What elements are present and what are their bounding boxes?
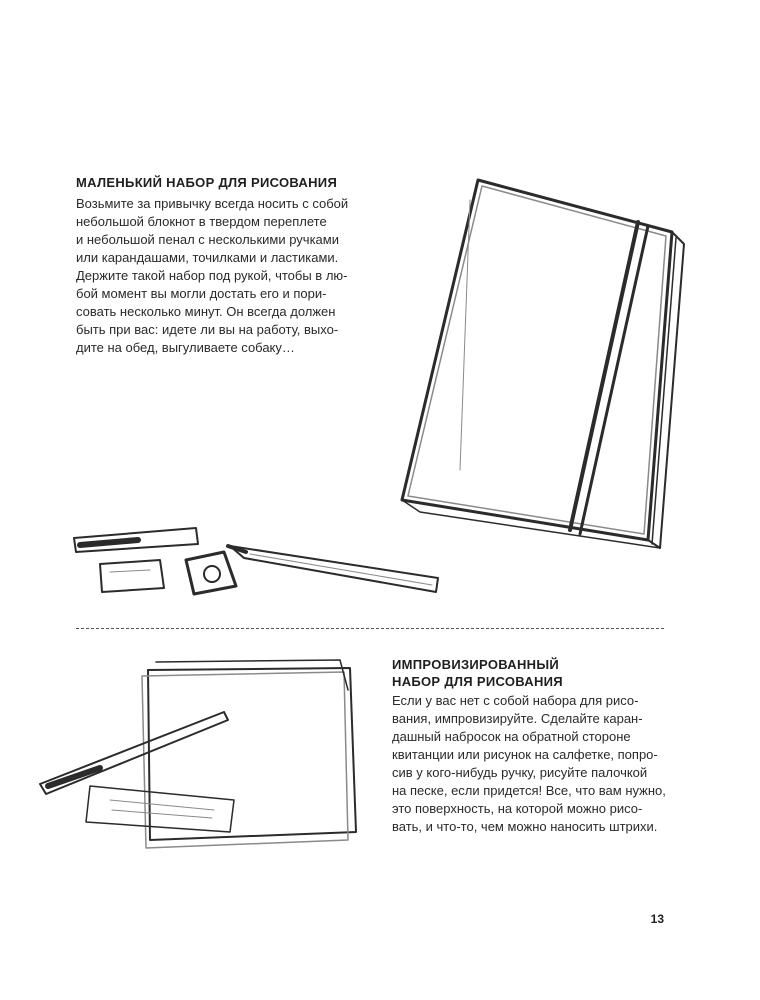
body-line: Возьмите за привычку всегда носить с собой bbox=[76, 196, 349, 211]
body-line: вать, и что-то, чем можно наносить штрихи. bbox=[392, 819, 658, 834]
body-line: бой момент вы могли достать его и пори- bbox=[76, 286, 327, 301]
page-number: 13 bbox=[650, 912, 664, 926]
tape-sketch bbox=[86, 786, 234, 832]
notebook-sketch bbox=[402, 180, 684, 548]
body-line: и небольшой пенал с несколькими ручками bbox=[76, 232, 339, 247]
pencil-sketch bbox=[228, 546, 438, 592]
section-title-small-kit: МАЛЕНЬКИЙ НАБОР ДЛЯ РИСОВАНИЯ bbox=[76, 175, 338, 190]
title-line: ИМПРОВИЗИРОВАННЫЙ bbox=[392, 657, 560, 672]
body-line: это поверхность, на которой можно рисо- bbox=[392, 801, 643, 816]
body-line: дите на обед, выгуливаете собаку… bbox=[76, 340, 295, 355]
body-line: совать несколько минут. Он всегда должен bbox=[76, 304, 336, 319]
body-line: дашный набросок на обратной стороне bbox=[392, 729, 631, 744]
paper-sheet-sketch bbox=[142, 660, 356, 848]
dashed-divider bbox=[76, 628, 664, 629]
body-line: сив у кого-нибудь ручку, рисуйте палочкой bbox=[392, 765, 648, 780]
marker-sketch bbox=[74, 528, 198, 552]
body-line: квитанции или рисунок на салфетке, попро- bbox=[392, 747, 658, 762]
section-body-improvised-kit bbox=[392, 692, 666, 836]
sharpener-sketch bbox=[186, 552, 236, 594]
eraser-sketch bbox=[100, 560, 164, 592]
section-body-small-kit bbox=[76, 195, 348, 357]
body-line: на песке, если придется! Все, что вам нужно, bbox=[392, 783, 666, 798]
body-line: быть при вас: идете ли вы на работу, выхо- bbox=[76, 322, 339, 337]
pen-sketch bbox=[40, 712, 228, 794]
body-line: небольшой блокнот в твердом переплете bbox=[76, 214, 327, 229]
body-line: или карандашами, точилками и ластиками. bbox=[76, 250, 339, 265]
body-line: Держите такой набор под рукой, чтобы в лю- bbox=[76, 268, 348, 283]
title-line: НАБОР ДЛЯ РИСОВАНИЯ bbox=[392, 674, 563, 689]
body-line: Если у вас нет с собой набора для рисо- bbox=[392, 693, 639, 708]
body-line: вания, импровизируйте. Сделайте каран- bbox=[392, 711, 643, 726]
section-title-improvised-kit bbox=[392, 656, 563, 690]
